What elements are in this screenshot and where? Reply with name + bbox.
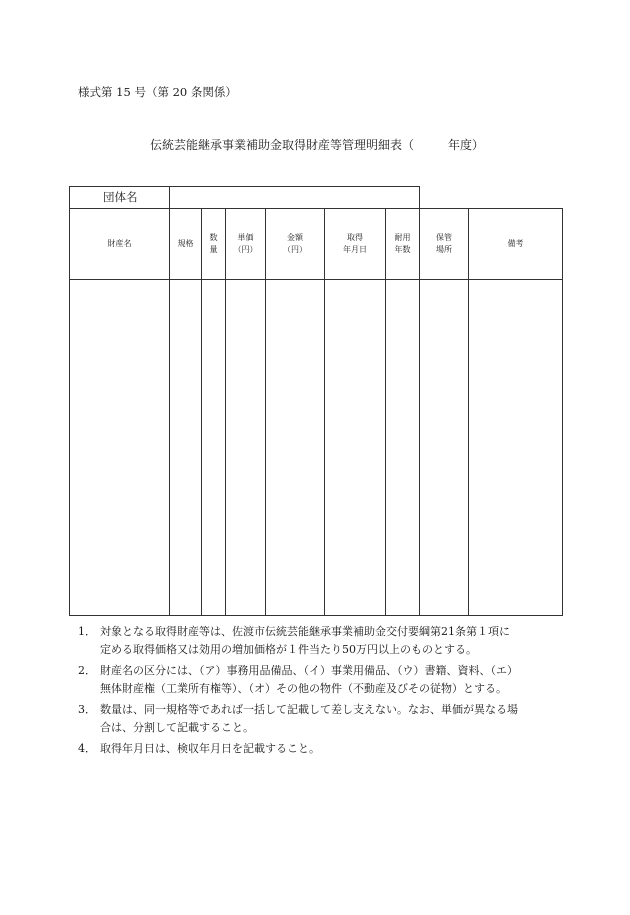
note-4 (78, 740, 558, 758)
form-number: 様式第 15 号（第 20 条関係） (78, 85, 237, 99)
note-1 (78, 623, 558, 659)
header-acquisition-date: 取得 年月日 (325, 209, 386, 280)
organization-row (69, 186, 420, 208)
note-3 (78, 701, 558, 737)
note-line: 無体財産権（工業所有権等）、（オ）その他の物件（不動産及びその従物）とする。 (100, 682, 507, 695)
note-number: 2． (78, 664, 96, 677)
document-title (150, 136, 484, 153)
cell-remarks[interactable] (469, 280, 563, 616)
cell-quantity[interactable] (202, 280, 226, 616)
notes-section (78, 623, 558, 761)
header-asset-name: 財産名 (70, 209, 170, 280)
header-remarks: 備考 (469, 209, 563, 280)
cell-storage-location[interactable] (420, 280, 469, 616)
organization-label: 団体名 (70, 187, 170, 208)
organization-name-field[interactable] (170, 187, 419, 208)
note-line: 財産名の区分には、（ア）事務用品備品、（イ）事業用備品、（ウ）書籍、資料、（エ） (100, 664, 518, 677)
header-useful-life: 耐用 年数 (386, 209, 420, 280)
cell-acquisition-date[interactable] (325, 280, 386, 616)
cell-asset-name[interactable] (70, 280, 170, 616)
note-number: 4． (78, 742, 96, 755)
note-line: 合は、分割して記載すること。 (100, 721, 254, 734)
header-storage-location: 保管 場所 (420, 209, 469, 280)
header-specification: 規格 (170, 209, 202, 280)
document-title-suffix: 年度） (448, 138, 485, 152)
note-line: 数量は、同一規格等であれば一括して記載して差し支えない。なお、単価が異なる場 (100, 703, 518, 716)
cell-specification[interactable] (170, 280, 202, 616)
cell-useful-life[interactable] (386, 280, 420, 616)
note-line: 取得年月日は、検収年月日を記載すること。 (100, 742, 320, 755)
cell-amount[interactable] (266, 280, 325, 616)
asset-table-body-row (70, 280, 563, 616)
header-amount: 金額 （円） (266, 209, 325, 280)
note-line: 対象となる取得財産等は、佐渡市伝統芸能継承事業補助金交付要綱第21条第１項に (100, 625, 510, 638)
note-number: 3． (78, 703, 96, 716)
header-unit-price: 単価 （円） (226, 209, 266, 280)
note-2 (78, 662, 558, 698)
note-line: 定める取得価格又は効用の増加価格が１件当たり50万円以上のものとする。 (100, 643, 477, 656)
header-quantity: 数 量 (202, 209, 226, 280)
asset-table (69, 208, 563, 616)
document-title-main: 伝統芸能継承事業補助金取得財産等管理明細表（ (150, 138, 415, 152)
cell-unit-price[interactable] (226, 280, 266, 616)
asset-table-header-row (70, 209, 563, 280)
note-number: 1． (78, 625, 96, 638)
